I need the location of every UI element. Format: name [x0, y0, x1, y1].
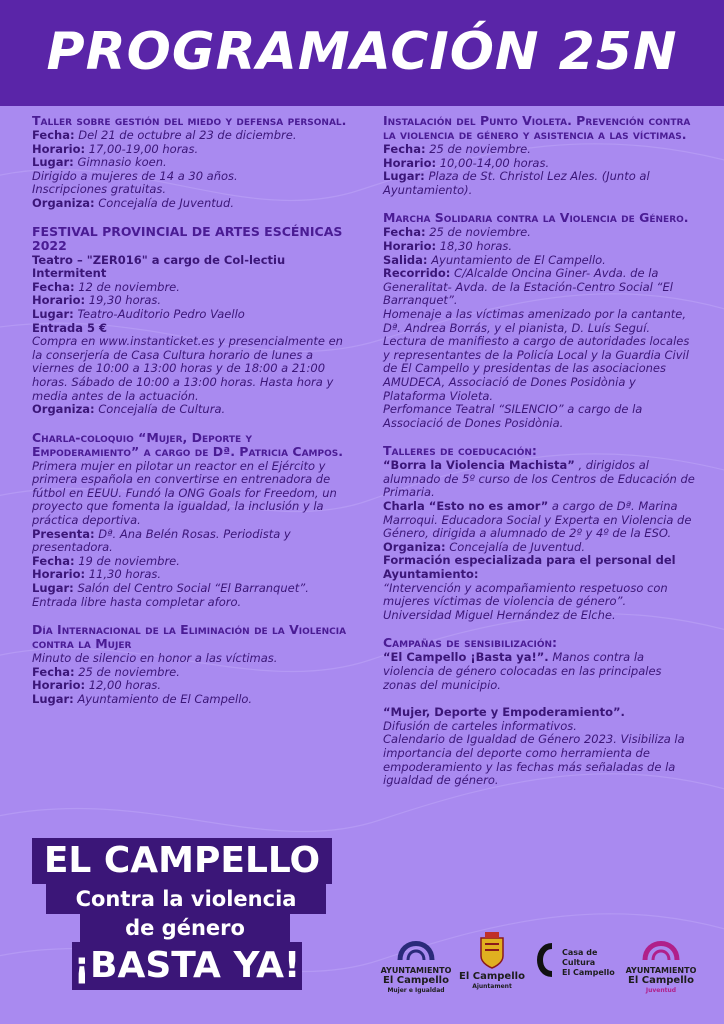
event-title: Talleres de coeducación:	[383, 443, 537, 459]
event-detail-line	[383, 459, 695, 500]
detail-key: Lugar:	[32, 692, 74, 706]
detail-key: Fecha:	[383, 225, 426, 240]
event-detail-line	[32, 652, 350, 666]
event-detail-line	[383, 609, 695, 623]
detail-key: Organiza:	[32, 195, 95, 210]
event-section	[383, 444, 695, 622]
detail-value: Del 21 de octubre al 23 de diciembre.	[78, 128, 297, 142]
detail-value: Entrada libre hasta completar aforo.	[32, 594, 242, 609]
logo-4-line-3: Juventud	[645, 987, 677, 994]
detail-value: Primera mujer en pilotar un reactor en el Ejército y primera española en convertirse en entrenadora de fútbol en EEUU. Fundó la ONG Goals for Freedom, un proyecto que fomenta la igualdad, la inclusión y la práctica deportiva.	[32, 458, 337, 528]
event-detail-line	[32, 568, 350, 582]
event-detail-line	[32, 308, 350, 322]
logo-mujer-igualdad	[380, 930, 452, 1000]
event-section	[32, 225, 350, 417]
event-detail-line	[32, 403, 350, 417]
detail-key: Organiza:	[383, 539, 446, 554]
detail-value: Calendario de Igualdad de Género 2023. Visibiliza la importancia del deporte como herramienta de empoderamiento y las fechas más señaladas de la igualdad de género.	[383, 732, 685, 788]
detail-key: Presenta:	[32, 526, 95, 541]
event-detail-line	[383, 240, 695, 254]
logo-4-line-2: El Campello	[628, 975, 694, 986]
event-section	[383, 114, 695, 197]
event-detail-line	[32, 582, 350, 596]
event-detail-line	[383, 554, 695, 581]
badge-line-basta-ya: ¡BASTA YA!	[72, 942, 302, 990]
event-section	[32, 114, 350, 211]
event-detail-line	[32, 596, 350, 610]
event-title: Campañas de sensibilización:	[383, 635, 558, 651]
detail-value: 19 de noviembre.	[78, 553, 180, 568]
detail-key: “Borra la Violencia Machista”	[383, 458, 575, 473]
badge-line-genero: de género	[80, 914, 290, 942]
logo-3-line-3: El Campello	[562, 968, 615, 977]
event-detail-line	[383, 651, 695, 692]
page-title: PROGRAMACIÓN 25N	[46, 22, 678, 82]
event-title: Marcha Solidaria contra la Violencia de Género.	[383, 210, 689, 226]
detail-value: Ayuntamiento de El Campello.	[431, 252, 606, 267]
event-detail-line	[32, 335, 350, 403]
logo-2-line-1: El Campello	[459, 971, 525, 982]
detail-key: Organiza:	[32, 402, 95, 417]
event-section	[383, 636, 695, 692]
logo-juventud	[624, 930, 698, 1000]
detail-key: Entrada 5 €	[32, 320, 107, 335]
event-detail-line	[383, 541, 695, 555]
detail-value: Perfomance Teatral “SILENCIO” a cargo de la Associació de Dones Posidònia.	[383, 402, 643, 430]
detail-key: Fecha:	[32, 664, 75, 679]
left-column	[32, 114, 350, 721]
event-detail-line	[383, 500, 695, 541]
detail-value: Manos contra la violencia de género colocadas en las principales zonas del municipio.	[383, 650, 662, 692]
detail-key: “El Campello ¡Basta ya!”.	[383, 650, 549, 665]
event-detail-line	[383, 335, 695, 403]
detail-key: Horario:	[32, 293, 86, 308]
detail-key: Recorrido:	[383, 266, 451, 281]
detail-key: Horario:	[32, 567, 86, 582]
detail-value: Salón del Centro Social “El Barranquet”.	[77, 581, 309, 596]
event-detail-line	[32, 143, 350, 157]
event-detail-line	[383, 143, 695, 157]
logo-2-line-2: Ajuntament	[472, 983, 512, 990]
detail-value: Inscripciones gratuitas.	[32, 182, 167, 197]
detail-value: 19,30 horas.	[88, 293, 162, 308]
detail-value: a cargo de Dª. Marina Marroqui. Educadora Social y Experta en Violencia de Género, dirigida a alumnado de 2º y 4º de la ESO.	[383, 499, 692, 541]
event-detail-line	[383, 733, 695, 787]
event-title: Taller sobre gestión del miedo y defensa personal.	[32, 113, 347, 128]
detail-key: “Mujer, Deporte y Empoderamiento”.	[383, 705, 625, 720]
right-column	[383, 114, 695, 802]
detail-value: Teatro-Auditorio Pedro Vaello	[77, 306, 245, 321]
logo-ayuntamiento	[456, 930, 528, 1000]
event-detail-line	[383, 308, 695, 335]
detail-key: Teatro – "ZER016" a cargo de Col-lectiu Intermitent	[32, 252, 286, 281]
event-detail-line	[383, 706, 695, 720]
event-title: Día Internacional de la Eliminación de la Violencia contra la Mujer	[32, 622, 347, 652]
detail-key: Fecha:	[32, 279, 75, 294]
event-detail-line	[383, 720, 695, 734]
event-detail-line	[32, 281, 350, 295]
detail-value: Concejalía de Juventud.	[449, 539, 586, 554]
detail-key: Lugar:	[383, 169, 425, 184]
logo-casa-cultura	[532, 930, 618, 1000]
logo-3-line-2: Cultura	[562, 958, 596, 967]
sponsor-logos	[380, 930, 700, 1000]
event-detail-line	[32, 555, 350, 569]
event-detail-line	[32, 322, 350, 336]
detail-key: Formación especializada para el personal del Ayuntamiento:	[383, 553, 676, 582]
logo-1-line-3: Mujer e Igualdad	[387, 987, 445, 994]
detail-key: Horario:	[383, 238, 437, 253]
event-detail-line	[32, 679, 350, 693]
detail-key: Fecha:	[383, 142, 426, 156]
detail-value: Ayuntamiento de El Campello.	[77, 692, 253, 706]
detail-value: Compra en www.instanticket.es y presencialmente en la conserjería de Casa Cultura horario de lunes a viernes de 10:00 a 13:00 horas y de 18:00 a 21:00 horas. Sábado de 10:00 a 13:00 horas. Hasta hora y media antes de la actuación.	[32, 334, 343, 403]
detail-value: Difusión de carteles informativos.	[383, 718, 577, 733]
event-detail-line	[32, 170, 350, 184]
detail-value: Gimnasio koen.	[77, 155, 167, 170]
casa-cultura-icon	[532, 940, 558, 980]
arch-logo-icon	[394, 930, 438, 964]
detail-key: Lugar:	[32, 306, 74, 321]
event-section	[32, 623, 350, 706]
detail-value: 11,30 horas.	[88, 567, 162, 582]
detail-value: Minuto de silencio en honor a las víctimas.	[32, 651, 278, 666]
basta-ya-badge	[32, 838, 332, 990]
event-detail-line	[32, 693, 350, 707]
detail-key: Lugar:	[32, 581, 74, 596]
detail-value: Homenaje a las víctimas amenizado por la cantante, Dª. Andrea Borrás, y el pianista, D. Luís Seguí.	[383, 306, 686, 335]
detail-value: 10,00-14,00 horas.	[439, 155, 550, 170]
arch-logo-icon	[639, 930, 683, 964]
event-detail-line	[383, 582, 695, 609]
detail-key: Horario:	[32, 678, 86, 693]
event-detail-line	[32, 460, 350, 528]
detail-value: Dirigido a mujeres de 14 a 30 años.	[32, 168, 238, 183]
detail-value: 25 de noviembre.	[429, 225, 531, 240]
detail-value: 25 de noviembre.	[429, 142, 531, 156]
coat-of-arms-icon	[477, 930, 507, 970]
event-detail-line	[32, 528, 350, 555]
badge-line-contra: Contra la violencia	[46, 884, 326, 914]
detail-value: Plaza de St. Christol Lez Ales. (Junto al Ayuntamiento).	[383, 169, 650, 197]
logo-1-line-1: AYUNTAMIENTO	[380, 966, 452, 975]
badge-line-el-campello: EL CAMPELLO	[32, 838, 332, 884]
event-detail-line	[32, 156, 350, 170]
event-detail-line	[383, 170, 695, 197]
event-detail-line	[383, 254, 695, 268]
logo-4-line-1: AYUNTAMIENTO	[625, 966, 697, 975]
detail-key: Horario:	[383, 155, 437, 170]
event-detail-line	[32, 183, 350, 197]
detail-value: 18,30 horas.	[439, 238, 513, 253]
detail-value: 12,00 horas.	[88, 678, 162, 693]
event-detail-line	[32, 254, 350, 281]
event-detail-line	[32, 666, 350, 680]
detail-key: Salida:	[383, 252, 428, 267]
detail-value: Concejalía de Juventud.	[98, 195, 235, 210]
event-section	[383, 211, 695, 430]
detail-key: Charla “Esto no es amor”	[383, 499, 549, 514]
event-detail-line	[32, 197, 350, 211]
detail-value: Concejalía de Cultura.	[98, 402, 226, 417]
detail-value: Dª. Ana Belén Rosas. Periodista y presentadora.	[32, 526, 291, 555]
detail-value: 25 de noviembre.	[78, 664, 180, 679]
detail-value: C/Alcalde Oncina Giner- Avda. de la Generalitat- Avda. de la Estación-Centro Social “El Barranquet”.	[383, 266, 673, 308]
logo-1-line-2: El Campello	[383, 975, 449, 986]
detail-key: Lugar:	[32, 155, 74, 170]
detail-value: “Intervención y acompañamiento respetuoso con mujeres víctimas de violencia de género”.	[383, 580, 668, 609]
detail-key: Fecha:	[32, 553, 75, 568]
event-detail-line	[32, 129, 350, 143]
header-banner	[0, 0, 724, 106]
event-detail-line	[383, 157, 695, 171]
detail-value: 12 de noviembre.	[78, 279, 180, 294]
event-title: FESTIVAL PROVINCIAL DE ARTES ESCÉNICAS 2022	[32, 223, 343, 253]
event-title: Instalación del Punto Violeta. Prevención contra la violencia de género y asistencia a las víctimas.	[383, 113, 691, 142]
detail-key: Horario:	[32, 141, 86, 156]
event-section	[383, 706, 695, 788]
event-title: Charla-coloquio “Mujer, Deporte y Empoderamiento” a cargo de Dª. Patricia Campos.	[32, 429, 343, 459]
logo-3-line-1: Casa de	[562, 948, 598, 957]
detail-value: , dirigidos al alumnado de 5º curso de los Centros de Educación de Primaria.	[383, 458, 695, 500]
detail-key: Fecha:	[32, 128, 75, 142]
event-section	[32, 431, 350, 610]
event-detail-line	[32, 294, 350, 308]
detail-value: Universidad Miguel Hernández de Elche.	[383, 607, 616, 622]
event-detail-line	[383, 226, 695, 240]
event-detail-line	[383, 403, 695, 430]
event-detail-line	[383, 267, 695, 308]
detail-value: 17,00-19,00 horas.	[88, 141, 199, 156]
detail-value: Lectura de manifiesto a cargo de autoridades locales y representantes de la Policía Local y la Guardia Civil de El Campello y presidentas de las asociaciones AMUDECA, Associació de Dones Posidònia y Plataforma Violeta.	[383, 334, 690, 403]
